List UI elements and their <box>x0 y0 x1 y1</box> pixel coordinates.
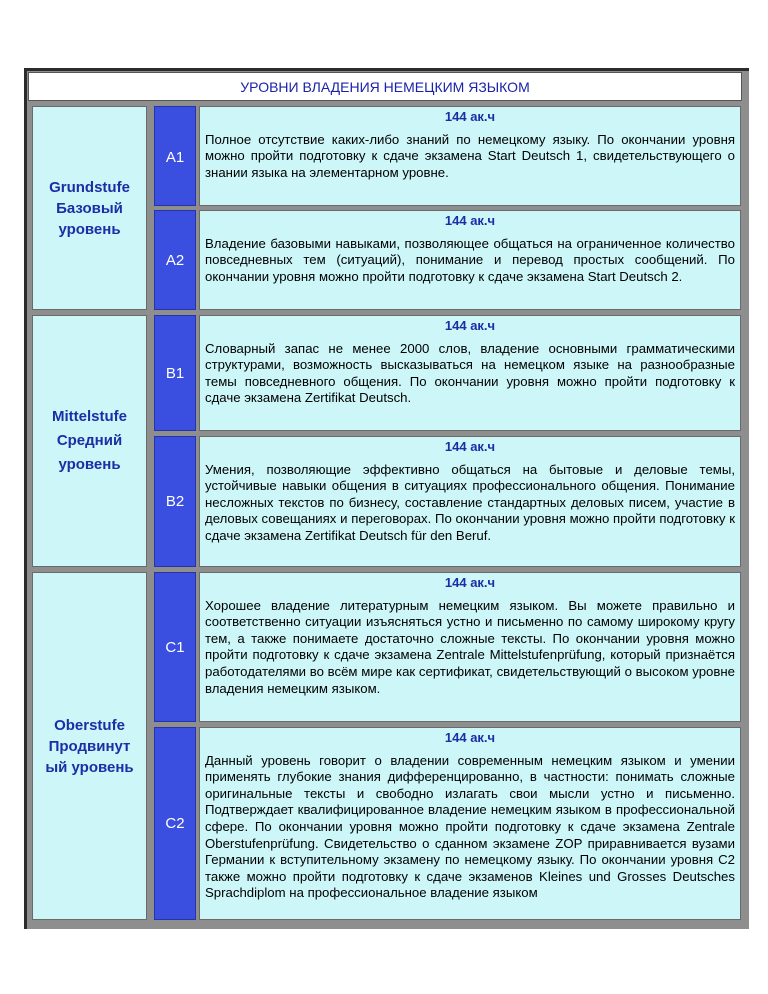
level-hours: 144 ак.ч <box>444 318 496 333</box>
group-name: Grundstufe <box>49 178 130 196</box>
group-label-ru: Базовый <box>56 199 123 217</box>
level-hours: 144 ак.ч <box>444 109 496 124</box>
group-label-ru: Продвинут <box>48 737 131 755</box>
group-cell-grundstufe <box>32 106 147 310</box>
group-label-ru: ый уровень <box>45 758 134 776</box>
level-text: Умения, позволяющие эффективно общаться на бытовые и деловые темы, устойчивые навыки общения в ситуациях профессионального общения. Понимание несложных текстов по бизнесу, составление стандартных деловых писем, участие в деловых совещаниях и переговорах. По окончании уровня можно пройти подготовку к сдаче экзамена Zertifikat Deutsch für den Beruf. <box>205 461 735 543</box>
level-description-b2 <box>199 436 741 567</box>
group-label-ru: уровень <box>58 456 121 473</box>
level-text: Данный уровень говорит о владении современным немецким языком и умении применять глубокие знания дифференцированно, в частности: понимать сложные оригинальные тексты и свободно излагать свои мысли устно и письменно. Подтверждает квалифицированное владение немецким языком в профессиональной сфере. По окончании уровня можно пройти подготовку к сдаче экзамена Zentrale Oberstufenprüfung. Свидетельство о сданном экзамене ZOP приравнивается вузами Германии к вступительному экзамену по немецкому языку. По окончании уровня C2 также можно пройти подготовку к сдаче экзаменов Kleines und Grosses Deutsches Sprachdiplom на профессиональное владение языком <box>205 752 735 901</box>
level-code-c2: C2 <box>154 727 196 920</box>
group-cell-oberstufe <box>32 572 147 920</box>
level-text: Хорошее владение литературным немецким языком. Вы можете правильно и соответственно ситуации изъясняться устно и письменно по самому широкому кругу тем, а также понимаете достаточно сложные тексты. По окончании уровня можно пройти подготовку к сдаче экзамена Zentrale Mittelstufenprüfung, который признаётся работодателями во всём мире как сертификат, свидетельствующий о высоком уровне владения немецким языком. <box>205 597 735 696</box>
level-code-a2: A2 <box>154 210 196 310</box>
level-text: Полное отсутствие каких-либо знаний по немецкому языку. По окончании уровня можно пройти подготовку к сдаче экзамена Start Deutsch 1, свидетельствующего о знании языка на элементарном уровне. <box>205 131 735 180</box>
group-name: Mittelstufe <box>52 408 127 425</box>
level-description-c2 <box>199 727 741 920</box>
level-description-a2 <box>199 210 741 310</box>
level-code-a1: A1 <box>154 106 196 206</box>
level-text: Владение базовыми навыками, позволяющее общаться на ограниченное количество повседневных тем (ситуаций), понимание и перевод простых сообщений. По окончании уровня можно пройти подготовку к сдаче экзамена Start Deutsch 2. <box>205 235 735 284</box>
level-code-b1: B1 <box>154 315 196 431</box>
level-text: Словарный запас не менее 2000 слов, владение основными грамматическими структурами, возможность высказываться на немецком языке на разнообразные темы повседневного общения. По окончании уровня можно пройти подготовку к сдаче экзамена Zertifikat Deutsch. <box>205 340 735 406</box>
level-hours: 144 ак.ч <box>444 213 496 228</box>
level-description-c1 <box>199 572 741 722</box>
level-code-c1: C1 <box>154 572 196 722</box>
group-label-ru: Средний <box>56 432 123 449</box>
table-title: УРОВНИ ВЛАДЕНИЯ НЕМЕЦКИМ ЯЗЫКОМ <box>28 72 742 101</box>
level-hours: 144 ак.ч <box>444 730 496 745</box>
group-name: Oberstufe <box>54 716 125 734</box>
level-description-b1 <box>199 315 741 431</box>
group-cell-mittelstufe <box>32 315 147 567</box>
level-code-b2: B2 <box>154 436 196 567</box>
level-hours: 144 ак.ч <box>444 439 496 454</box>
level-description-a1 <box>199 106 741 206</box>
group-label-ru: уровень <box>58 220 121 238</box>
level-hours: 144 ак.ч <box>444 575 496 590</box>
